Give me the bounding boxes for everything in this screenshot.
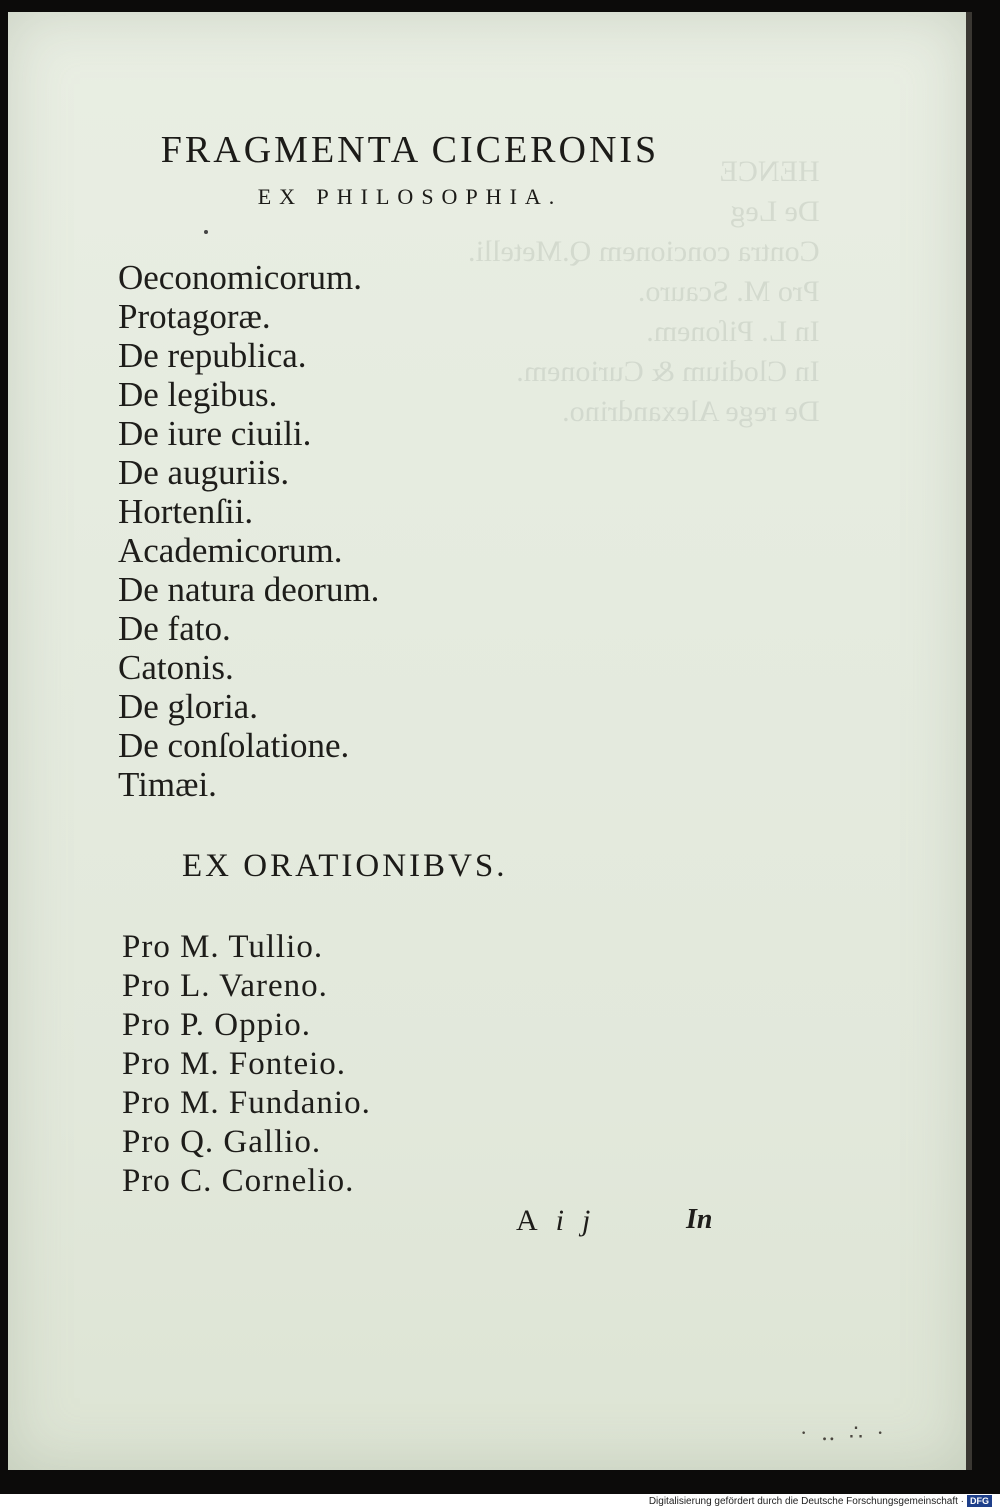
bleed-through-text: HENCE De Leg Contra concionem Q.Metelli. Pro M. Scauro. In L. Piſonem. In Clodium & Curionem. De rege Alexandrino. — [468, 155, 820, 428]
list-item: Pro P. Oppio. — [122, 1007, 312, 1043]
ink-speck — [204, 230, 208, 234]
list-item: Pro Q. Gallio. — [122, 1124, 322, 1160]
list-item: Protagoræ. — [118, 297, 271, 336]
list-item: Pro M. Fonteio. — [122, 1046, 347, 1082]
list-item: De conſolatione. — [118, 726, 350, 765]
list-item: Catonis. — [118, 648, 234, 687]
credit-text: Digitalisierung gefördert durch die Deutsche Forschungsgemeinschaft · — [648, 1496, 964, 1507]
philosophy-list — [118, 258, 379, 804]
catchword: In — [686, 1204, 713, 1235]
signature-number: ij — [555, 1204, 609, 1237]
dfg-logo: DFG — [967, 1495, 992, 1507]
digitization-credit — [649, 1494, 992, 1510]
section-heading-orations: EX ORATIONIBVS. — [182, 848, 508, 884]
list-item: Pro M. Tullio. — [122, 929, 324, 965]
list-item: Oeconomicorum. — [118, 258, 362, 297]
list-item: De iure ciuili. — [118, 414, 312, 453]
list-item: De gloria. — [118, 687, 258, 726]
list-item: Academicorum. — [118, 531, 343, 570]
list-item: Pro C. Cornelio. — [122, 1163, 355, 1199]
list-item: De auguriis. — [118, 453, 290, 492]
list-item: De republica. — [118, 336, 307, 375]
section-heading-philosophy: EX PHILOSOPHIA. — [257, 184, 563, 209]
list-item: De legibus. — [118, 375, 278, 414]
list-item: Pro M. Fundanio. — [122, 1085, 371, 1121]
page-edge-damage: · ‥ ∴ · — [800, 1420, 888, 1445]
list-item: De fato. — [118, 609, 231, 648]
list-item: Hortenſii. — [118, 492, 254, 531]
orations-list — [122, 928, 371, 1201]
signature-mark — [516, 1204, 608, 1238]
list-item: Timæi. — [118, 765, 217, 804]
list-item: Pro L. Vareno. — [122, 968, 328, 1004]
list-item: De natura deorum. — [118, 570, 380, 609]
page-title: FRAGMENTA CICERONIS — [160, 129, 660, 171]
signature-letter: A — [516, 1204, 556, 1237]
